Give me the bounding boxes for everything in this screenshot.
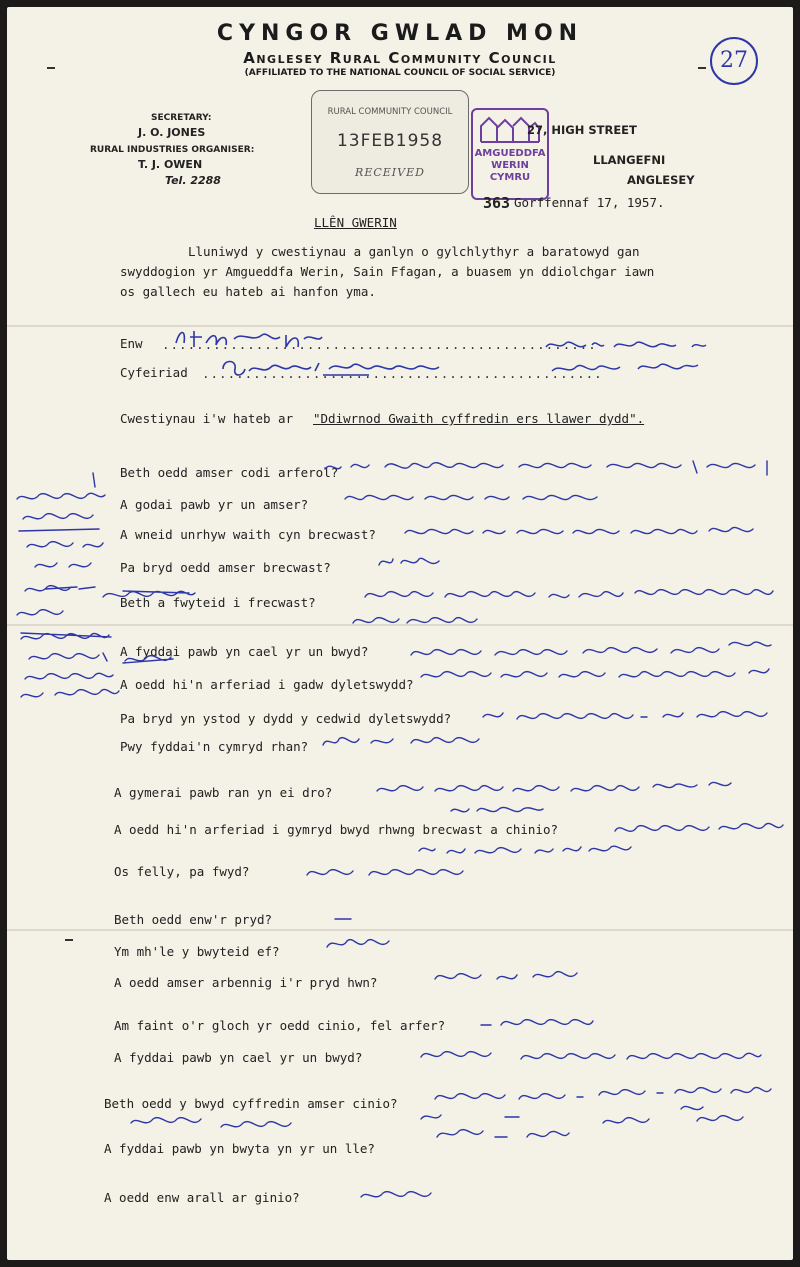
corner-mark: [698, 67, 706, 69]
question-15: A oedd amser arbennig i'r pryd hwn?: [114, 975, 378, 990]
question-1: Beth oedd amser codi arferol?: [120, 465, 339, 480]
fold-line: [7, 325, 793, 327]
handwritten-answers: [7, 447, 793, 1227]
name-label: Enw: [120, 336, 143, 351]
address-dotted-line: ...............................................: [202, 366, 603, 381]
questions-topic: "Ddiwrnod Gwaith cyffredin ers llawer dydd".: [313, 411, 645, 426]
telephone: Tel. 2288: [165, 174, 221, 187]
address-town: LLANGEFNI: [593, 153, 666, 167]
question-12: Os felly, pa fwyd?: [114, 864, 250, 879]
received-stamp: [311, 90, 469, 194]
question-10: A gymerai pawb ran yn ei dro?: [114, 785, 333, 800]
address-county: ANGLESEY: [627, 173, 695, 187]
intro-line-1: Lluniwyd y cwestiynau a ganlyn o gylchlythyr a baratowyd gan: [188, 244, 640, 259]
organiser-label: RURAL INDUSTRIES ORGANISER:: [90, 145, 255, 155]
question-8: Pa bryd yn ystod y dydd y cedwid dyletswydd?: [120, 711, 452, 726]
received-stamp-date: 13FEB1958: [336, 131, 444, 151]
question-5: Beth a fwyteid i frecwast?: [120, 595, 316, 610]
question-4: Pa bryd oedd amser brecwast?: [120, 560, 331, 575]
question-19: A fyddai pawb yn bwyta yn yr un lle?: [104, 1141, 375, 1156]
question-6: A fyddai pawb yn cael yr un bwyd?: [120, 644, 369, 659]
address-street: 27, HIGH STREET: [527, 123, 637, 137]
organiser-name: T. J. OWEN: [138, 158, 203, 171]
question-3: A wneid unrhyw waith cyn brecwast?: [120, 527, 376, 542]
question-20: A oedd enw arall ar ginio?: [104, 1190, 300, 1205]
council-subtitle: Anglesey Rural Community Council: [243, 49, 557, 67]
handwritten-note-name: [542, 333, 732, 379]
document-heading: LLÊN GWERIN: [314, 215, 397, 230]
questions-intro: Cwestiynau i'w hateb ar: [120, 411, 294, 426]
name-dotted-line: ...................................................: [162, 337, 597, 352]
secretary-label: SECRETARY:: [151, 113, 212, 123]
question-7: A oedd hi'n arferiad i gadw dyletswydd?: [120, 677, 414, 692]
secretary-name: J. O. JONES: [138, 126, 206, 139]
handwritten-name: [172, 325, 327, 351]
received-stamp-org: RURAL COMMUNITY COUNCIL: [327, 107, 453, 117]
received-stamp-label: RECEIVED: [355, 166, 425, 179]
intro-line-2: swyddogion yr Amgueddfa Werin, Sain Ffagan, a buasem yn ddiolchgar iawn: [120, 264, 655, 279]
museum-stamp-line2: WERIN: [491, 160, 529, 171]
corner-mark: [65, 939, 73, 941]
letter-date: Gorffennaf 17, 1957.: [514, 195, 665, 210]
document-page: [7, 7, 793, 1260]
address-label: Cyfeiriad: [120, 365, 188, 380]
museum-stamp-line1: AMGUEDDFA: [474, 148, 546, 159]
museum-stamp: [471, 108, 549, 200]
handwritten-address: [219, 355, 444, 381]
question-14: Ym mh'le y bwyteid ef?: [114, 944, 280, 959]
question-18: Beth oedd y bwyd cyffredin amser cinio?: [104, 1096, 398, 1111]
council-title: CYNGOR GWLAD MON: [216, 21, 584, 46]
question-16: Am faint o'r gloch yr oedd cinio, fel arfer?: [114, 1018, 446, 1033]
question-17: A fyddai pawb yn cael yr un bwyd?: [114, 1050, 363, 1065]
question-11: A oedd hi'n arferiad i gymryd bwyd rhwng brecwast a chinio?: [114, 822, 559, 837]
council-affiliation: (AFFILIATED TO THE NATIONAL COUNCIL OF SOCIAL SERVICE): [244, 68, 556, 78]
question-13: Beth oedd enw'r pryd?: [114, 912, 273, 927]
reference-number: 363: [483, 194, 511, 212]
page-number-circle: 27: [710, 37, 758, 85]
question-2: A godai pawb yr un amser?: [120, 497, 309, 512]
corner-mark: [47, 67, 55, 69]
museum-stamp-line3: CYMRU: [489, 172, 531, 183]
intro-line-3: os gallech eu hateb ai hanfon yma.: [120, 284, 376, 299]
question-9: Pwy fyddai'n cymryd rhan?: [120, 739, 309, 754]
